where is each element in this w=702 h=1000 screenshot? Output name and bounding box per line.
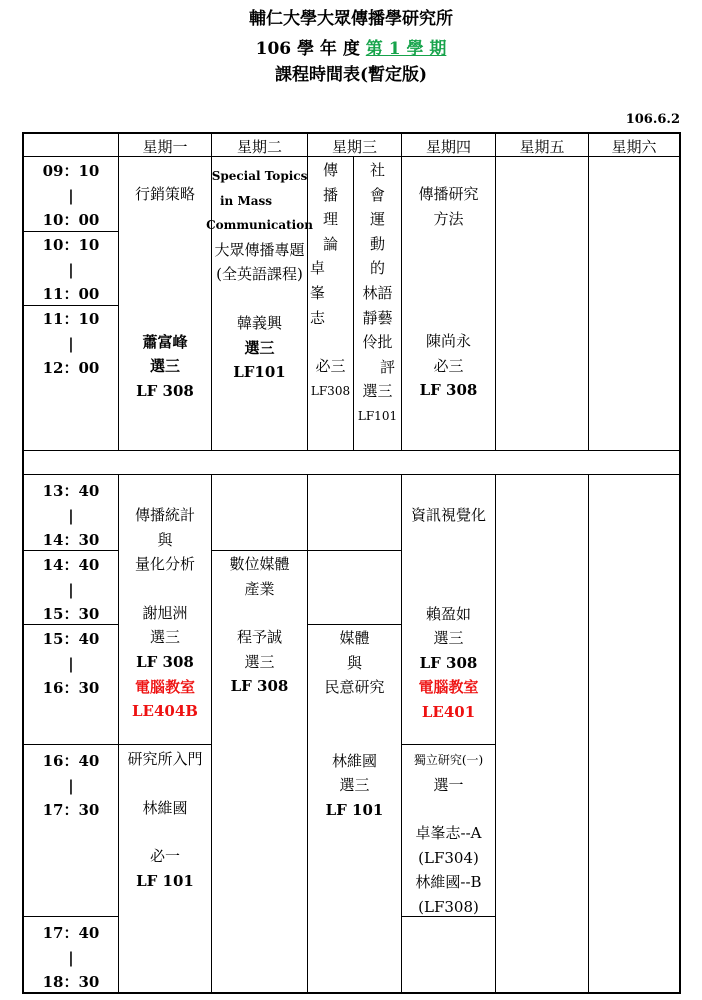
time-slot-1: 09：10 | 10：00 [42,162,100,230]
time-slot-5: 14：40 | 15：30 [42,556,100,624]
course-media-public-opinion: 媒體 與 民意研究 林維國 選三 LF 101 [324,629,385,819]
day-header-sat: 星期六 [611,137,657,156]
term-label: 第 1 學 期 [365,39,447,59]
course-marketing-strategy: 行銷策略 蕭富峰 選三 LF 308 [134,185,195,400]
page-title: 輔仁大學大眾傳播學研究所 [249,9,453,29]
course-communication-research-methods: 傳播研究 方法 陳尚永 必三 LF 308 [418,185,479,400]
course-independent-study: 獨立研究(一) 選一 卓峯志--A (LF304) 林維國--B (LF308) [413,753,484,916]
schedule-table [22,132,681,994]
time-slot-8: 17：40 | 18：30 [42,924,100,992]
day-header-thu: 星期四 [425,137,471,156]
day-header-wed: 星期三 [331,137,377,156]
course-communication-theory: 傳 播 理 論 卓 峯 志 必三 LF308 [310,161,351,398]
academic-year: 106 學 年 度 [255,39,360,59]
day-header-tue: 星期二 [236,137,282,156]
time-slot-3: 11：10 | 12：00 [42,310,100,378]
time-slot-2: 10：10 | 11：00 [42,236,100,304]
course-social-movement-critique: 社 會 運 動 的 林語 靜藝 伶批 評 選三 LF101 [357,161,398,423]
day-header-mon: 星期一 [142,137,188,156]
page-subtitle: 課程時間表(暫定版) [274,65,428,85]
course-digital-media-industry: 數位媒體 產業 程予誠 選三 LF 308 [229,555,290,696]
course-communication-statistics: 傳播統計 與 量化分析 謝旭洲 選三 LF 308 電腦教室 LE404B [132,506,198,721]
course-intro-graduate-studies: 研究所入門 林維國 必一 LF 101 [127,750,203,890]
revision-date: 106.6.2 [625,112,680,127]
time-slot-6: 15：40 | 16：30 [42,630,100,698]
course-mass-comm-special-topics: Special Topics in Mass Communication 大眾傳播專題 (全英語課程) 韓義興 選三 LF101 [206,169,313,382]
term-line [0,34,702,59]
time-slot-4: 13：40 | 14：30 [42,482,100,550]
time-slot-7: 16：40 | 17：30 [42,752,100,820]
day-header-fri: 星期五 [519,137,565,156]
course-information-visualization: 資訊視覺化 賴盈如 選三 LF 308 電腦教室 LE401 [410,506,486,721]
